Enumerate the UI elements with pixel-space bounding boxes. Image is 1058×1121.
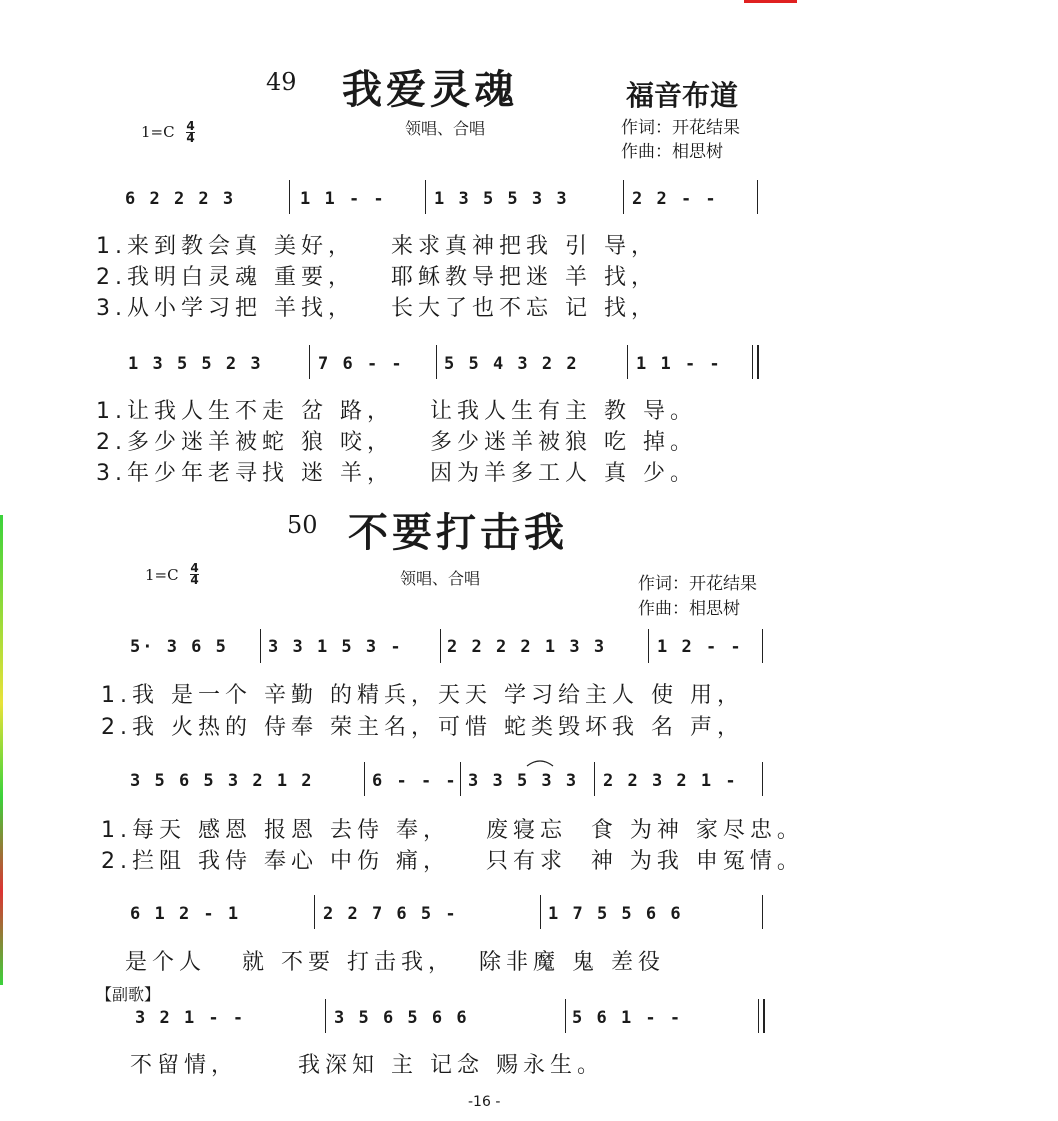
measure-notes: 5· 3 6 5 <box>130 637 228 657</box>
lyric-line: 不留情， 我深知 主 记念 赐永生。 <box>130 1053 604 1078</box>
bar-line <box>440 629 441 663</box>
bar-line <box>460 762 461 796</box>
song-50-key: 1=C <box>145 566 179 584</box>
lyric-line: 3.年少年老寻找 迷 羊， 因为羊多工人 真 少。 <box>96 461 697 486</box>
song-49-performance: 领唱、合唱 <box>405 119 486 138</box>
song-50-title: 不要打击我 <box>348 510 568 556</box>
song-49-lyricist: 作词：开花结果 <box>621 118 740 138</box>
page-number: -16 - <box>468 1094 501 1110</box>
lyric-line: 1.我 是一个 辛勤 的精兵，天天 学习给主人 使 用， <box>101 683 744 708</box>
measure-notes: 6 - - - <box>372 771 458 791</box>
song-50-time-signature <box>190 563 199 586</box>
time-bottom: 4 <box>186 131 195 145</box>
measure-notes: 1 2 - - <box>657 637 743 657</box>
song-49-number: 49 <box>266 68 297 96</box>
measure-notes: 3 3 1 5 3 - <box>268 637 403 657</box>
measure-notes: 2 2 3 2 1 - <box>603 771 738 791</box>
final-bar-thick <box>757 345 759 379</box>
lyric-line: 2.我明白灵魂 重要， 耶稣教导把迷 羊 找， <box>96 265 658 290</box>
song-50-lyricist: 作词：开花结果 <box>638 574 757 594</box>
bar-line <box>425 180 426 214</box>
measure-notes: 3 3 5 3 3 <box>468 771 579 791</box>
measure-notes: 2 2 - - <box>632 189 718 209</box>
final-bar-thin <box>752 345 753 379</box>
measure-notes: 5 6 1 - - <box>572 1008 683 1028</box>
bar-line <box>757 180 758 214</box>
bar-line <box>314 895 315 929</box>
bar-line <box>762 629 763 663</box>
bar-line <box>565 999 566 1033</box>
bar-line <box>325 999 326 1033</box>
bar-line <box>436 345 437 379</box>
measure-notes: 6 1 2 - 1 <box>130 904 241 924</box>
time-top: 4 <box>190 561 199 575</box>
bar-line <box>289 180 290 214</box>
lyric-line: 3.从小学习把 羊找， 长大了也不忘 记 找， <box>96 296 658 321</box>
top-edge-mark <box>744 0 797 3</box>
bar-line <box>623 180 624 214</box>
time-top: 4 <box>186 119 195 133</box>
bar-line <box>540 895 541 929</box>
song-49-composer: 作曲：相思树 <box>621 142 723 162</box>
measure-notes: 1 3 5 5 3 3 <box>434 189 569 209</box>
measure-notes: 7 6 - - <box>318 354 404 374</box>
measure-notes: 5 5 4 3 2 2 <box>444 354 579 374</box>
measure-notes: 1 3 5 5 2 3 <box>128 354 263 374</box>
chorus-label: 【副歌】 <box>96 985 161 1004</box>
measure-notes: 1 1 - - <box>300 189 386 209</box>
lyric-line: 2.多少迷羊被蛇 狼 咬， 多少迷羊被狼 吃 掉。 <box>96 430 697 455</box>
time-bottom: 4 <box>190 573 199 587</box>
final-bar-thin <box>758 999 759 1033</box>
measure-notes: 2 2 2 2 1 3 3 <box>447 637 607 657</box>
measure-notes: 2 2 7 6 5 - <box>323 904 458 924</box>
measure-notes: 6 2 2 2 3 <box>125 189 236 209</box>
song-49-title: 我爱灵魂 <box>342 67 518 113</box>
lyric-line: 2.我 火热的 侍奉 荣主名，可惜 蛇类毁坏我 名 声， <box>101 715 744 740</box>
song-49-key: 1=C <box>141 123 175 141</box>
bar-line <box>594 762 595 796</box>
bar-line <box>260 629 261 663</box>
tie-arc <box>525 756 555 768</box>
measure-notes: 1 7 5 5 6 6 <box>548 904 683 924</box>
measure-notes: 3 5 6 5 6 6 <box>334 1008 469 1028</box>
left-edge-strip <box>0 515 3 985</box>
song-50-composer: 作曲：相思树 <box>638 599 740 619</box>
bar-line <box>762 895 763 929</box>
song-49-tag: 福音布道 <box>626 79 739 112</box>
lyric-line: 1.每天 感恩 报恩 去侍 奉， 废寝忘 食 为神 家尽忠。 <box>101 818 804 843</box>
measure-notes: 3 2 1 - - <box>135 1008 246 1028</box>
final-bar-thick <box>763 999 765 1033</box>
lyric-line: 是个人 就 不要 打击我， 除非魔 鬼 差役 <box>125 950 665 975</box>
measure-notes: 1 1 - - <box>636 354 722 374</box>
lyric-line: 1.让我人生不走 岔 路， 让我人生有主 教 导。 <box>96 399 697 424</box>
song-50-performance: 领唱、合唱 <box>400 569 481 588</box>
bar-line <box>364 762 365 796</box>
bar-line <box>309 345 310 379</box>
bar-line <box>762 762 763 796</box>
song-50-number: 50 <box>287 511 318 539</box>
bar-line <box>648 629 649 663</box>
lyric-line: 2.拦阻 我侍 奉心 中伤 痛， 只有求 神 为我 申冤情。 <box>101 849 804 874</box>
song-49-time-signature <box>186 121 195 144</box>
measure-notes: 3 5 6 5 3 2 1 2 <box>130 771 314 791</box>
bar-line <box>627 345 628 379</box>
lyric-line: 1.来到教会真 美好， 来求真神把我 引 导， <box>96 234 658 259</box>
